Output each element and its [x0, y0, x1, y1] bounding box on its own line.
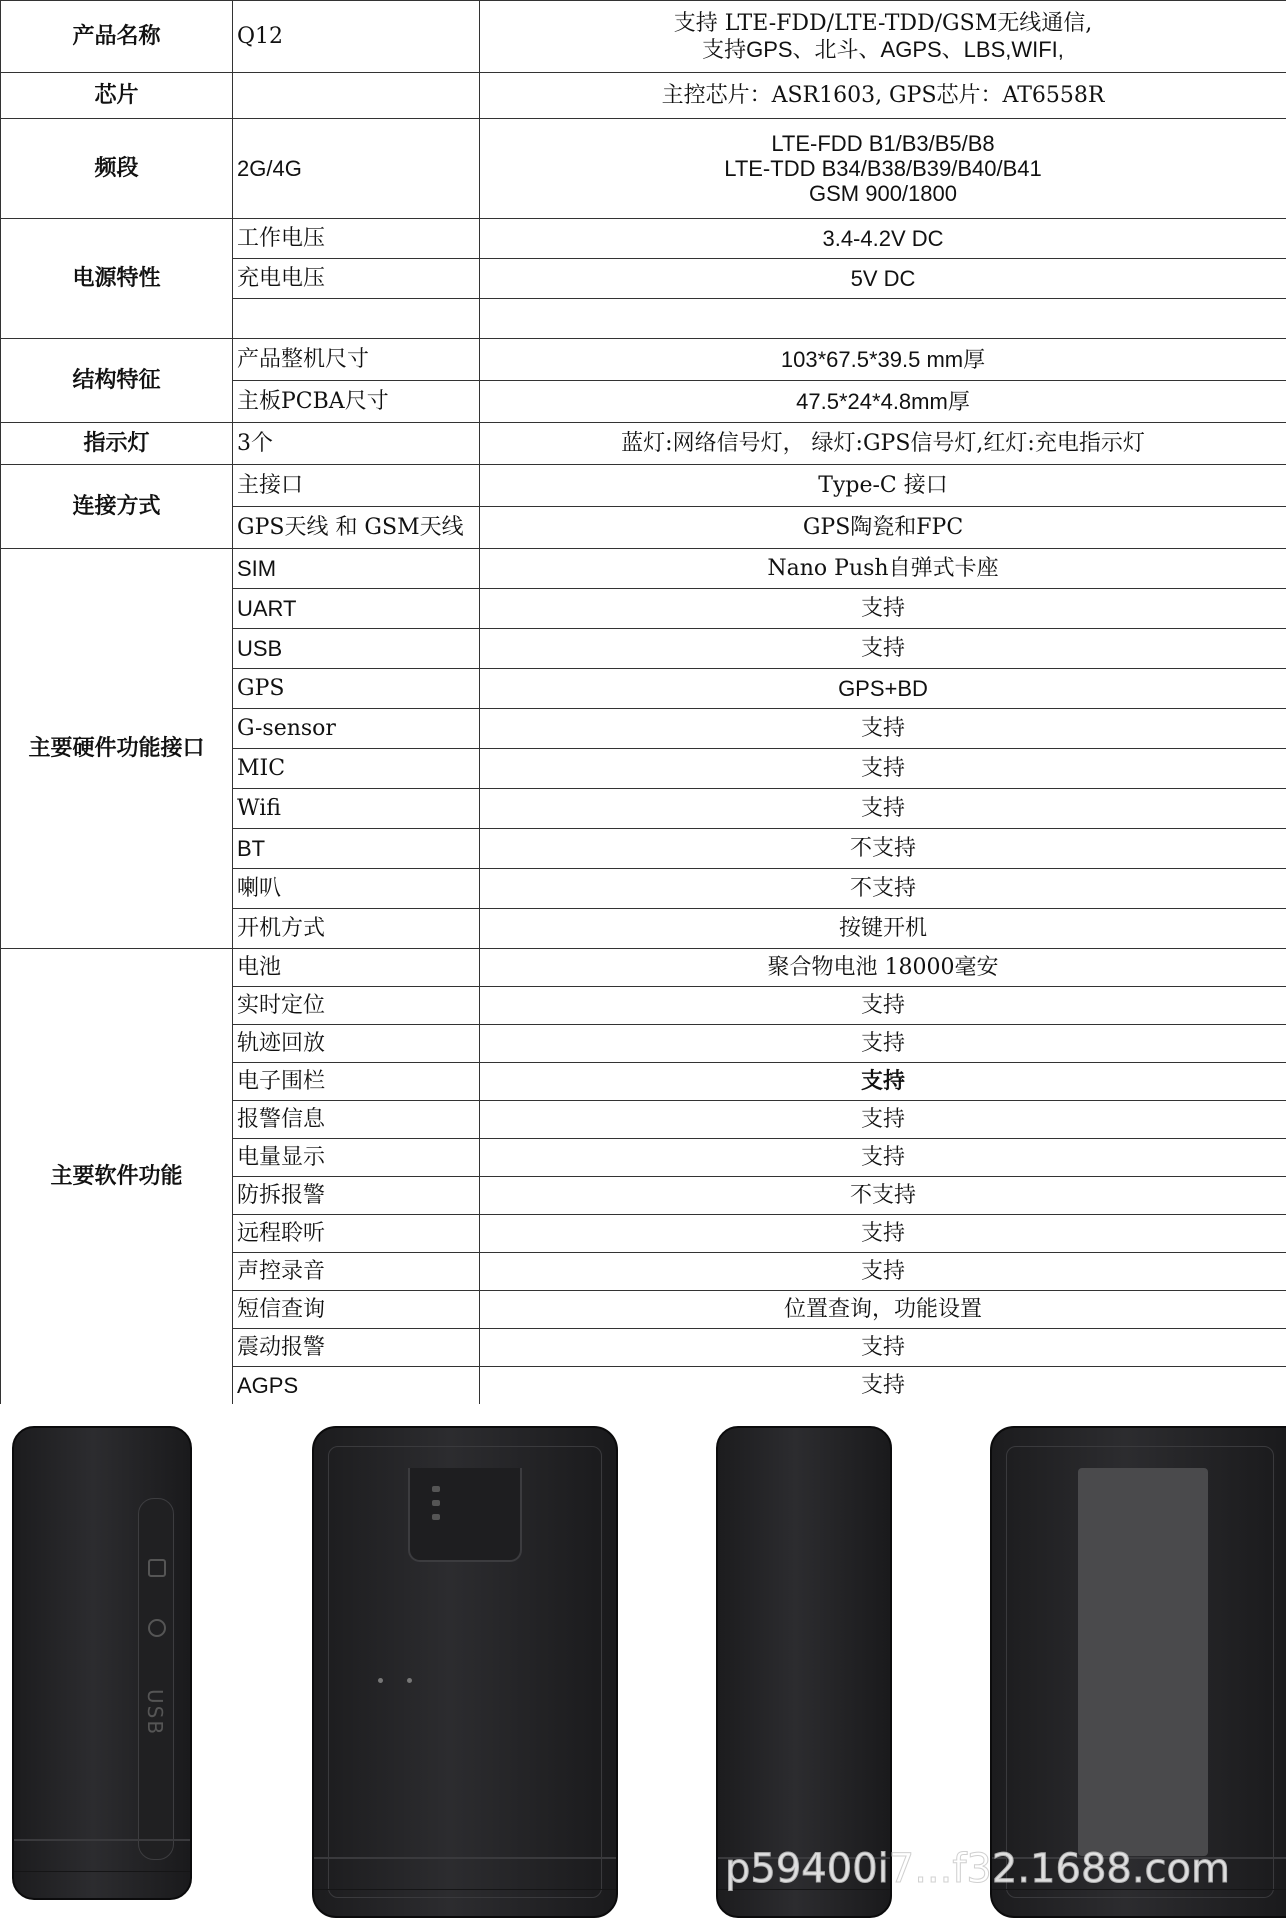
indicator-value-cell: 蓝灯:网络信号灯， 绿灯:GPS信号灯,红灯:充电指示灯: [480, 423, 1286, 465]
power-value-cell: 3.4-4.2V DC: [480, 219, 1286, 259]
back-label-strip: [1078, 1468, 1208, 1856]
device-side-view-ports: [12, 1426, 192, 1900]
band-line: LTE-FDD B1/B3/B5/B8: [771, 130, 995, 156]
indicator-leds: [432, 1486, 440, 1520]
category-hardware: 主要硬件功能接口: [1, 549, 233, 949]
software-sub-cell: 报警信息: [233, 1101, 480, 1139]
software-sub-cell: 声控录音: [233, 1253, 480, 1291]
led-icon: [432, 1486, 440, 1492]
sim-slot-icon: [148, 1559, 166, 1577]
row-band: [1, 119, 1286, 219]
power-button-icon: [148, 1619, 166, 1637]
device-side-view: [716, 1426, 892, 1918]
power-value-cell: [480, 299, 1286, 339]
led-window: [408, 1468, 522, 1562]
row-connection: [1, 465, 1286, 507]
category-software: 主要软件功能: [1, 949, 233, 1405]
mic-hole-icon: [407, 1678, 412, 1683]
hardware-sub-cell: SIM: [233, 549, 480, 589]
comm-support-line: 支持GPS、北斗、AGPS、LBS,WIFI,: [702, 36, 1064, 62]
hardware-value-cell: 不支持: [480, 869, 1286, 909]
power-sub-cell: [233, 299, 480, 339]
software-value-cell: 不支持: [480, 1177, 1286, 1215]
hardware-sub-cell: 喇叭: [233, 869, 480, 909]
software-sub-cell: AGPS: [233, 1367, 480, 1405]
hardware-sub-cell: G-sensor: [233, 709, 480, 749]
hardware-sub-cell: USB: [233, 629, 480, 669]
software-value-cell: 支持: [480, 1215, 1286, 1253]
band-sub-cell: 2G/4G: [233, 119, 480, 219]
software-value-cell: 支持: [480, 1101, 1286, 1139]
watermark-text: p59400i7...f32.1688.com: [725, 1846, 1230, 1892]
led-icon: [432, 1500, 440, 1506]
row-hardware: [1, 549, 1286, 589]
software-sub-cell: 震动报警: [233, 1329, 480, 1367]
category-indicator: 指示灯: [1, 423, 233, 465]
connection-sub-cell: 主接口: [233, 465, 480, 507]
comm-support-line: 支持 LTE-FDD/LTE-TDD/GSM无线通信,: [673, 11, 1093, 37]
connection-sub-cell: GPS天线 和 GSM天线: [233, 507, 480, 549]
software-sub-cell: 电子围栏: [233, 1063, 480, 1101]
band-value-cell: [480, 119, 1286, 219]
hardware-value-cell: 支持: [480, 589, 1286, 629]
row-structure: [1, 339, 1286, 381]
band-line: LTE-TDD B34/B38/B39/B40/B41: [724, 155, 1042, 181]
hardware-value-cell: 不支持: [480, 829, 1286, 869]
row-product-name: [1, 1, 1286, 73]
hardware-value-cell: 支持: [480, 749, 1286, 789]
software-value-cell: 支持: [480, 1063, 1286, 1101]
mic-holes: [378, 1678, 412, 1683]
software-sub-cell: 远程聆听: [233, 1215, 480, 1253]
band-line: GSM 900/1800: [809, 181, 957, 207]
hardware-value-cell: 支持: [480, 629, 1286, 669]
port-panel: [138, 1498, 174, 1860]
category-band: 频段: [1, 119, 233, 219]
structure-sub-cell: 主板PCBA尺寸: [233, 381, 480, 423]
device-base-band: [14, 1839, 190, 1872]
hardware-value-cell: 按键开机: [480, 909, 1286, 949]
comm-support-cell: [480, 1, 1286, 73]
hardware-value-cell: Nano Push自弹式卡座: [480, 549, 1286, 589]
hardware-sub-cell: GPS: [233, 669, 480, 709]
software-sub-cell: 电池: [233, 949, 480, 987]
software-value-cell: 支持: [480, 1253, 1286, 1291]
row-indicator: [1, 423, 1286, 465]
hardware-sub-cell: BT: [233, 829, 480, 869]
device-back-view: [990, 1426, 1286, 1918]
category-chip: 芯片: [1, 73, 233, 119]
structure-value-cell: 103*67.5*39.5 mm厚: [480, 339, 1286, 381]
connection-value-cell: Type-C 接口: [480, 465, 1286, 507]
category-power: 电源特性: [1, 219, 233, 339]
software-value-cell: 聚合物电池 18000毫安: [480, 949, 1286, 987]
software-sub-cell: 轨迹回放: [233, 1025, 480, 1063]
led-icon: [432, 1514, 440, 1520]
software-sub-cell: 实时定位: [233, 987, 480, 1025]
software-value-cell: 位置查询，功能设置: [480, 1291, 1286, 1329]
software-sub-cell: 电量显示: [233, 1139, 480, 1177]
category-connection: 连接方式: [1, 465, 233, 549]
power-value-cell: 5V DC: [480, 259, 1286, 299]
device-front-view: [312, 1426, 618, 1918]
hardware-value-cell: GPS+BD: [480, 669, 1286, 709]
chip-sub-cell: [233, 73, 480, 119]
hardware-sub-cell: Wifi: [233, 789, 480, 829]
power-sub-cell: 工作电压: [233, 219, 480, 259]
power-sub-cell: 充电电压: [233, 259, 480, 299]
software-value-cell: 支持: [480, 1367, 1286, 1405]
software-value-cell: 支持: [480, 1025, 1286, 1063]
hardware-sub-cell: MIC: [233, 749, 480, 789]
usb-port-label: USB: [143, 1689, 167, 1737]
software-value-cell: 支持: [480, 1329, 1286, 1367]
model-cell: Q12: [233, 1, 480, 73]
software-sub-cell: 防拆报警: [233, 1177, 480, 1215]
row-software: [1, 949, 1286, 987]
device-base-band: [314, 1857, 616, 1890]
hardware-sub-cell: UART: [233, 589, 480, 629]
mic-hole-icon: [378, 1678, 383, 1683]
software-sub-cell: 短信查询: [233, 1291, 480, 1329]
indicator-sub-cell: 3个: [233, 423, 480, 465]
row-power: [1, 219, 1286, 259]
product-photo-strip: [0, 1404, 1286, 1920]
category-product-name: 产品名称: [1, 1, 233, 73]
category-structure: 结构特征: [1, 339, 233, 423]
hardware-value-cell: 支持: [480, 789, 1286, 829]
row-chip: [1, 73, 1286, 119]
hardware-value-cell: 支持: [480, 709, 1286, 749]
hardware-sub-cell: 开机方式: [233, 909, 480, 949]
software-value-cell: 支持: [480, 987, 1286, 1025]
structure-sub-cell: 产品整机尺寸: [233, 339, 480, 381]
structure-value-cell: 47.5*24*4.8mm厚: [480, 381, 1286, 423]
connection-value-cell: GPS陶瓷和FPC: [480, 507, 1286, 549]
chip-value-cell: 主控芯片：ASR1603, GPS芯片：AT6558R: [480, 73, 1286, 119]
software-value-cell: 支持: [480, 1139, 1286, 1177]
